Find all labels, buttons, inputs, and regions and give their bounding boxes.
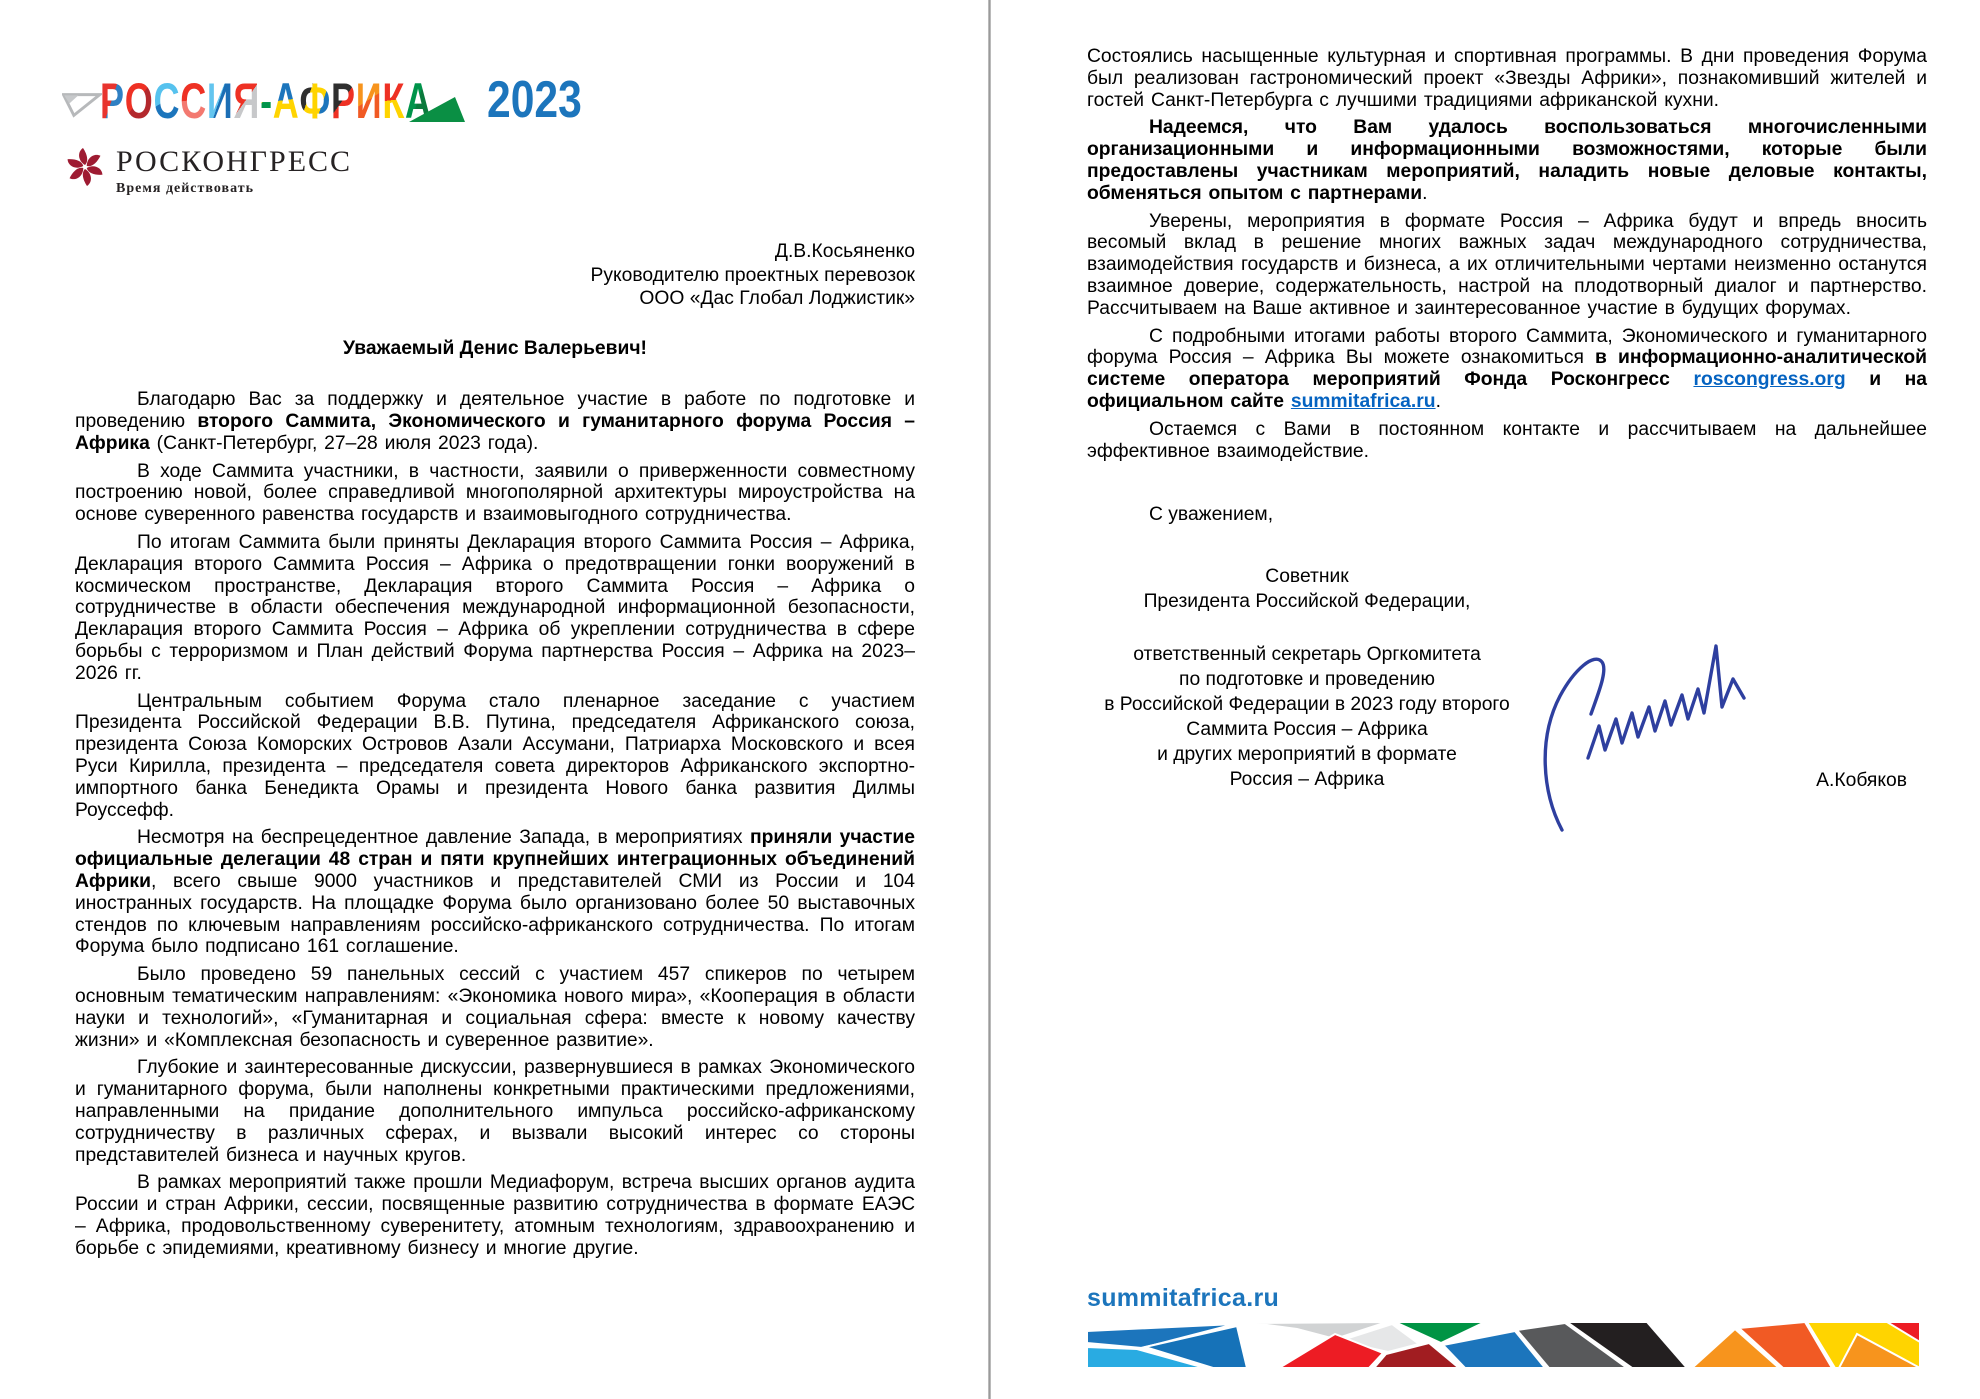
letter-paragraph [75,964,915,1051]
logo-letter: О [124,73,154,129]
signer-org-line: Россия – Африка [1229,769,1385,791]
text-run: приняли участие официальные делегации 48 стран и пяти крупнейших интеграционных объединений Африки [75,827,915,893]
signer-name: А.Кобяков [1816,770,1907,792]
signer-org-line: ответственный секретарь Оргкомитета [1133,644,1481,666]
letter-paragraph [1087,419,1927,463]
roscongress-flower-icon [64,146,106,188]
signer-org-line: по подготовке и проведению [1179,669,1435,691]
signer-org-line: и других мероприятий в формате [1157,744,1457,766]
logo-letter: С [180,73,207,129]
signature-area [1087,542,1927,842]
salutation: Уважаемый Денис Валерьевич! [343,337,647,359]
page-2-text-column [1087,46,1927,842]
logo-letter: К [382,73,406,129]
text-run: Несмотря на беспрецедентное давление Запада, в мероприятиях [137,827,750,849]
signer-role-line: Президента Российской Федерации, [1143,591,1471,613]
logo-letter: Ф [299,73,331,129]
letter-paragraph [1087,117,1927,204]
text-run: . [1435,390,1441,412]
text-run: второго Саммита, Экономического и гуманитарного форума Россия – Африка [75,411,915,454]
letter-paragraph [75,1172,915,1259]
text-run: В рамках мероприятий также прошли Медиафорум, встреча высших органов аудита России и стран Африки, сессии, посвященные развитию сотрудничества в формате ЕАЭС – Африка, продовольственному суверенитету, атомным технологиям, здравоохранению и борьбе с эпидемиями, креативному бизнесу и многие другие. [75,1172,915,1259]
letter-paragraph [75,1057,915,1166]
signer-role-line: Советник [1265,566,1349,588]
letter-paragraph [1087,46,1927,111]
letter-paragraph [75,532,915,685]
logo-wordmark [100,73,432,129]
text-run: , всего свыше 9000 участников и представителей СМИ из России и 104 иностранных государств. На площадке Форума было организовано более 50 выставочных стендов по ключевым направлениям российско-африканского сотрудничества. По итогам Форума было подписано 161 соглашение. [75,871,915,958]
text-run: Благодарю Вас за поддержку и деятельное участие в работе по подготовке и проведению [75,389,915,433]
text-run: и на официальном сайте [1087,369,1927,412]
signer-org-block [1087,642,1527,792]
text-run: Глубокие и заинтересованные дискуссии, развернувшиеся в рамках Экономического и гуманитарного форума, были наполнены конкретными практическими предложениями, направленными на придание дополнительного импульса российско-африканскому сотрудничеству в различных сферах, и вызвали высокий интерес со стороны представителей бизнеса и научных кругов. [75,1057,915,1166]
roscongress-tagline: Время действовать [116,181,254,196]
text-run: Уверены, мероприятия в формате Россия – Африка будут и впредь вносить весомый вклад в решение многих важных задач международного сотрудничества, взаимодействия государств и бизнеса, а их отличительными чертами неизменно останутся взаимное доверие, содержательность, настрой на плодотворный диалог и партнерство. Рассчитываем на Ваше активное и заинтересованное участие в будущих форумах. [1087,210,1927,319]
logo-letter: Р [330,73,356,129]
recipient-block [75,240,915,311]
text-run: Было проведено 59 панельных сессий с участием 457 спикеров по четырем основным тематическим направлениям: «Экономика нового мира», «Кооперация в области науки и технологий», «Гуманитарная и социальная сфера: вместе к новому качеству жизни» и «Комплексная безопасность и суверенное развитие». [75,964,915,1051]
logo-year: 2023 [487,71,582,129]
logo-letter: Я [233,73,261,129]
inline-link[interactable]: roscongress.org [1693,369,1846,391]
signer-role-block [1087,564,1527,614]
logo-letter: Р [100,73,125,129]
roscongress-logo [64,146,352,197]
footer-mosaic-stripe [1087,1322,1920,1368]
signer-org-line: в Российской Федерации в 2023 году второго [1104,694,1510,716]
text-run: . [1422,182,1428,204]
text-run: По итогам Саммита были приняты Декларация второго Саммита Россия – Африка, Декларация второго Саммита Россия – Африка о предотвращении гонки вооружений в космическом пространстве, Декларация второго Саммита Россия – Африка о сотрудничестве в области обеспечения международной информационной безопасности, Декларация второго Саммита Россия – Африка об укреплении сотрудничества в сфере борьбы с терроризмом и План действий Форума партнерства Россия – Африка на 2023–2026 гг. [75,532,915,684]
logo-letter: И [355,73,383,129]
footer-site-url: summitafrica.ru [1087,1284,1280,1312]
closing-line: С уважением, [1149,504,1274,526]
inline-link[interactable]: summitafrica.ru [1290,390,1436,412]
letter-paragraph [75,691,915,822]
recipient-company: ООО «Дас Глобал Лоджистик» [639,288,915,309]
letter-paragraph [1087,211,1927,320]
logo-lead-triangle-icon [62,88,102,122]
signer-org-line: Саммита Россия – Африка [1186,719,1428,741]
text-run: (Санкт-Петербург, 27–28 июля 2023 года). [149,432,539,454]
logo-letter: - [260,73,273,129]
letter-paragraph [75,461,915,526]
text-run: В ходе Саммита участники, в частности, заявили о приверженности совместному построению новой, более справедливой многополярной архитектуры мироустройства на основе суверенного равенства государств и взаимовыгодного сотрудничества. [75,460,915,526]
logo-letter: А [272,73,300,129]
logo-letter: С [153,73,181,129]
recipient-position: Руководителю проектных перевозок [590,264,915,286]
page-divider [988,0,991,1399]
text-run: Состоялись насыщенные культурная и спортивная программы. В дни проведения Форума был реализован гастрономический проект «Звезды Африки», познакомивший жителей и гостей Санкт-Петербурга с лучшими традициями африканской кухни. [1087,46,1927,111]
page-1-text-column [75,240,915,1266]
recipient-name: Д.В.Косьяненко [774,241,915,262]
roscongress-name: РОСКОНГРЕСС [116,145,353,178]
letter-paragraph [75,389,915,454]
letter-paragraph [1087,326,1927,413]
text-run: Центральным событием Форума стало пленарное заседание с участием Президента Российской Федерации В.В. Путина, председателя Африканского союза, президента Союза Коморских Островов Азали Ассумани, Патриарха Московского и всея Руси Кирилла, президента – председателя совета директоров Африканского экспортно-импортного банка Бенедикта Орамы и президента Нового банка развития Дилмы Роуссефф. [75,690,915,821]
logo-letter: А [405,73,432,129]
handwritten-signature [1532,580,1812,835]
text-run: С подробными итогами работы второго Саммита, Экономического и гуманитарного форума Россия – Африка Вы можете ознакомиться [1087,325,1927,369]
logo-end-triangle-icon [407,94,469,124]
letter-paragraph [75,827,915,958]
text-run: Остаемся с Вами в постоянном контакте и рассчитываем на дальнейшее эффективное взаимодействие. [1087,418,1927,462]
logo-letter: И [206,73,234,129]
text-run: Надеемся, что Вам удалось воспользоваться многочисленными организационными и информационными возможностями, которые были предоставлены участникам мероприятий, наладить новые деловые контакты, обменяться опытом с партнерами [1087,117,1927,204]
text-run: в информационно-аналитической системе оператора мероприятий Фонда Росконгресс [1087,347,1927,391]
